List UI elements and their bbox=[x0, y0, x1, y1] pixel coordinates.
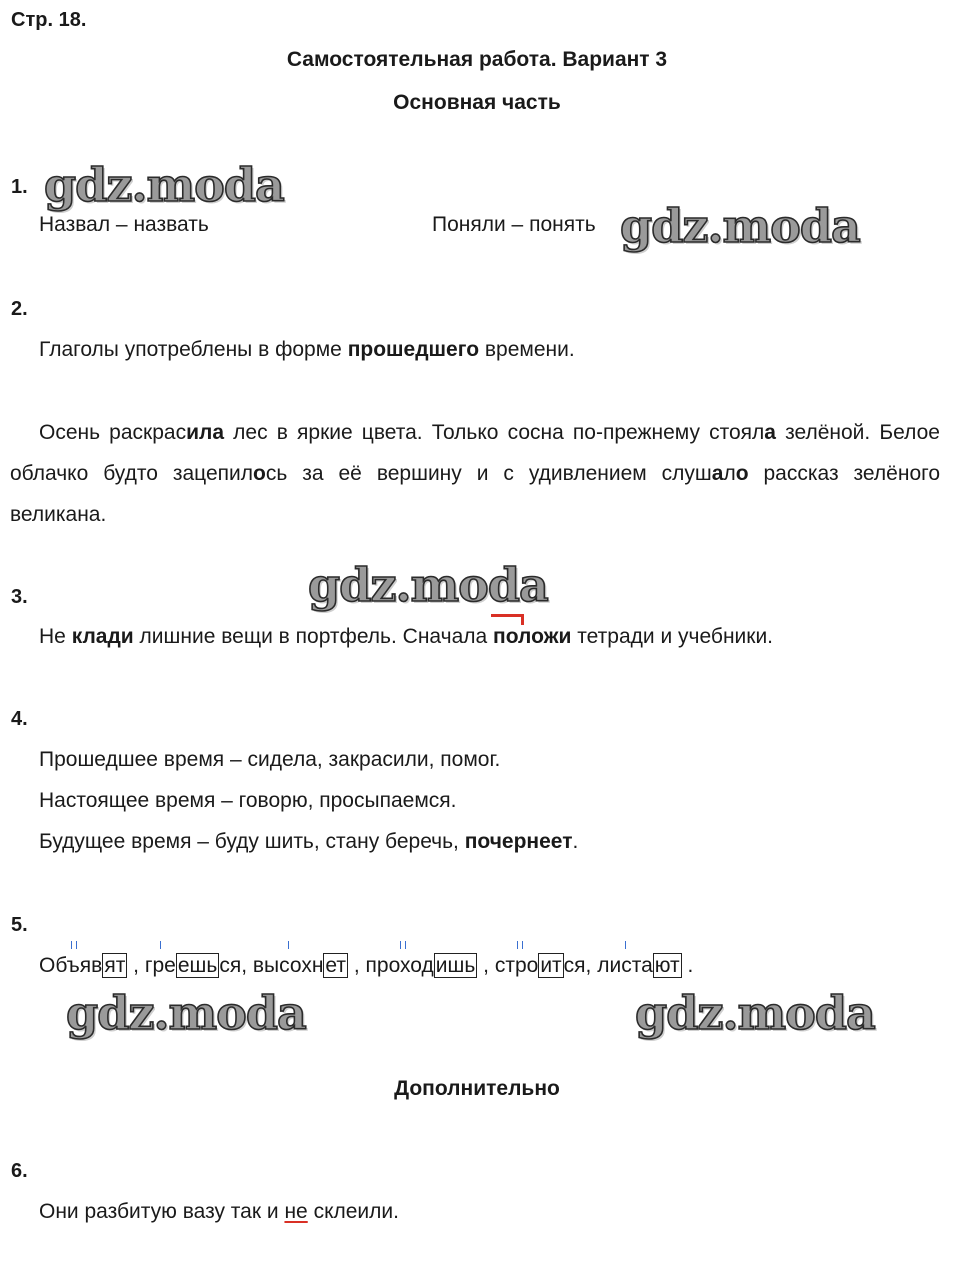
word-4 bbox=[366, 953, 495, 978]
word-1 bbox=[39, 953, 145, 978]
ending-bold: а bbox=[764, 421, 776, 444]
page-title: Самостоятельная работа. Вариант 3 bbox=[286, 48, 668, 71]
ending-bold: а bbox=[212, 421, 225, 444]
text-fragment: Не bbox=[39, 625, 72, 648]
text-fragment: зелёной. Белое облачко будто зацепил bbox=[10, 421, 940, 485]
text-fragment: Будущее время – буду шить, стану беречь, bbox=[39, 830, 465, 853]
particle-underlined: не bbox=[284, 1200, 308, 1223]
separator: , bbox=[348, 954, 366, 977]
ending-bold: о bbox=[253, 462, 266, 485]
text-fragment: рассказ зелёного великана. bbox=[10, 462, 940, 526]
ending-bold: л bbox=[199, 421, 213, 444]
prefix-mark: по bbox=[493, 625, 519, 648]
task3-sentence bbox=[39, 625, 773, 649]
task5-words bbox=[39, 954, 693, 978]
separator: ся, bbox=[219, 954, 253, 977]
ending-box: ит bbox=[540, 954, 562, 977]
verb-bold: клади bbox=[71, 625, 134, 648]
text-fragment: времени. bbox=[479, 338, 575, 361]
text-fragment: л bbox=[723, 462, 736, 485]
ending-box: ет bbox=[325, 954, 347, 977]
word-5 bbox=[495, 953, 597, 978]
separator: . bbox=[681, 954, 694, 977]
ending-box: ешь bbox=[177, 954, 218, 977]
word-stem: Объяв bbox=[39, 954, 103, 977]
task1-left-answer: Назвал – назвать bbox=[39, 213, 209, 236]
ending-bold: а bbox=[711, 462, 724, 485]
word-stem: высохн bbox=[252, 954, 324, 977]
extra-section-title: Дополнительно bbox=[394, 1077, 560, 1100]
ending-bold: и bbox=[186, 421, 200, 444]
word-2 bbox=[145, 953, 253, 978]
task3-number: 3. bbox=[11, 586, 28, 608]
task2-paragraph bbox=[10, 412, 940, 535]
text-fragment: тетради и учебники. bbox=[571, 625, 774, 648]
word-stem: проход bbox=[365, 954, 434, 977]
word-6 bbox=[597, 953, 693, 978]
task6-sentence bbox=[39, 1200, 399, 1224]
separator: ся, bbox=[563, 954, 598, 977]
text-fragment: лишние вещи в портфель. Сначала bbox=[133, 625, 494, 648]
text-fragment: Осень раскрас bbox=[39, 421, 187, 444]
watermark-logo: gdz.moda bbox=[635, 986, 875, 1040]
task2-number: 2. bbox=[11, 298, 28, 320]
separator: , bbox=[477, 954, 495, 977]
text-fragment: Глаголы употреблены в форме bbox=[39, 338, 348, 361]
task6-number: 6. bbox=[11, 1160, 28, 1182]
text-fragment: склеили. bbox=[307, 1200, 399, 1223]
section-title: Основная часть bbox=[393, 91, 561, 114]
separator: , bbox=[127, 954, 145, 977]
verb-bold: ложи bbox=[518, 625, 572, 648]
word-stem: гре bbox=[144, 954, 176, 977]
ending-box: ишь bbox=[435, 954, 476, 977]
text-fragment: лес в яркие цвета. Только сосна по-прежнему стоял bbox=[224, 421, 765, 444]
task4-future bbox=[39, 830, 578, 854]
ending-box: ют bbox=[654, 954, 680, 977]
bold-fragment: почернеет bbox=[464, 830, 573, 853]
text-fragment: сь за её вершину и с удивлением слуш bbox=[265, 462, 712, 485]
watermark-logo: gdz.moda bbox=[44, 158, 284, 212]
task4-present: Настоящее время – говорю, просыпаемся. bbox=[39, 789, 457, 812]
word-stem: листа bbox=[597, 954, 653, 977]
task1-right-answer: Поняли – понять bbox=[432, 213, 596, 236]
text-fragment: . bbox=[572, 830, 579, 853]
task4-past: Прошедшее время – сидела, закрасили, помог. bbox=[39, 748, 501, 771]
ending-box: ят bbox=[104, 954, 126, 977]
ending-bold: о bbox=[735, 462, 749, 485]
task5-number: 5. bbox=[11, 914, 28, 936]
word-stem: стро bbox=[494, 954, 539, 977]
task1-number: 1. bbox=[11, 176, 28, 198]
task2-statement bbox=[39, 338, 575, 362]
word-3 bbox=[253, 953, 366, 978]
bold-fragment: прошедшего bbox=[347, 338, 480, 361]
text-fragment: Они разбитую вазу так и bbox=[39, 1200, 285, 1223]
watermark-logo: gdz.moda bbox=[66, 986, 306, 1040]
page-label: Стр. 18. bbox=[11, 9, 87, 31]
watermark-logo: gdz.moda bbox=[620, 199, 860, 253]
watermark-logo: gdz.moda bbox=[308, 558, 548, 612]
task4-number: 4. bbox=[11, 708, 28, 730]
